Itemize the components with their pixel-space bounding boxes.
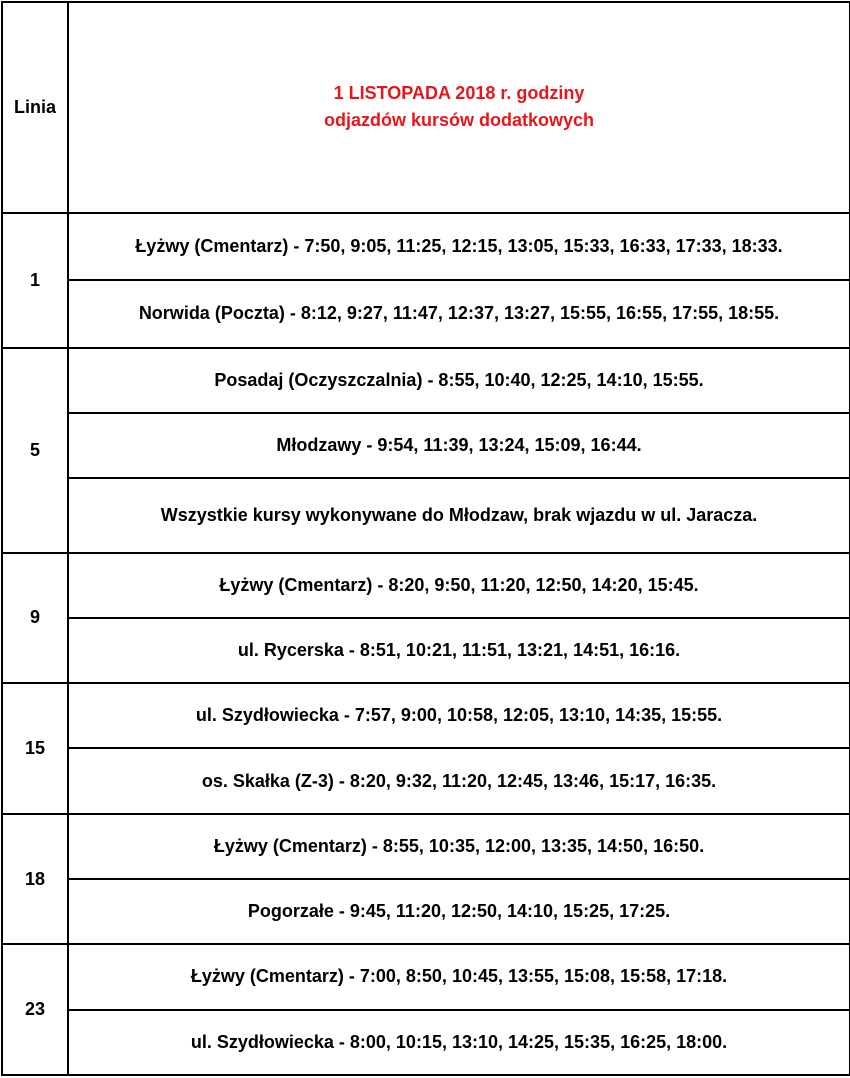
table-row bbox=[2, 879, 850, 944]
table-row bbox=[2, 944, 850, 1009]
departure-entry: Łyżwy (Cmentarz) - 8:55, 10:35, 12:00, 13:35, 14:50, 16:50. bbox=[68, 814, 850, 879]
table-row bbox=[2, 683, 850, 748]
line-number: 18 bbox=[2, 814, 68, 945]
departure-entry: Łyżwy (Cmentarz) - 8:20, 9:50, 11:20, 12:50, 14:20, 15:45. bbox=[68, 553, 850, 618]
schedule-title-line-1: 1 LISTOPADA 2018 r. godziny bbox=[333, 83, 585, 104]
line-number: 23 bbox=[2, 944, 68, 1075]
departure-entry: ul. Szydłowiecka - 8:00, 10:15, 13:10, 14:25, 15:35, 16:25, 18:00. bbox=[68, 1010, 850, 1075]
table-row bbox=[2, 553, 850, 618]
line-number: 9 bbox=[2, 553, 68, 684]
table-row bbox=[2, 348, 850, 413]
table-row bbox=[2, 413, 850, 478]
table-row bbox=[2, 814, 850, 879]
line-number: 5 bbox=[2, 348, 68, 553]
departure-entry: Łyżwy (Cmentarz) - 7:00, 8:50, 10:45, 13:55, 15:08, 15:58, 17:18. bbox=[68, 944, 850, 1009]
line-number: 1 bbox=[2, 213, 68, 348]
schedule-title bbox=[68, 2, 850, 213]
departure-schedule-table bbox=[1, 1, 850, 1076]
table-row bbox=[2, 1010, 850, 1075]
departure-entry: Norwida (Poczta) - 8:12, 9:27, 11:47, 12:37, 13:27, 15:55, 16:55, 17:55, 18:55. bbox=[68, 280, 850, 347]
table-row bbox=[2, 280, 850, 347]
departure-entry: ul. Szydłowiecka - 7:57, 9:00, 10:58, 12:05, 13:10, 14:35, 15:55. bbox=[68, 683, 850, 748]
departure-entry: Pogorzałe - 9:45, 11:20, 12:50, 14:10, 15:25, 17:25. bbox=[68, 879, 850, 944]
table-row bbox=[2, 618, 850, 683]
route-note: Wszystkie kursy wykonywane do Młodzaw, brak wjazdu w ul. Jaracza. bbox=[68, 478, 850, 552]
table-row bbox=[2, 213, 850, 280]
table-row bbox=[2, 748, 850, 813]
table-row bbox=[2, 478, 850, 552]
schedule-title-line-2: odjazdów kursów dodatkowych bbox=[323, 110, 595, 131]
header-row bbox=[2, 2, 850, 213]
line-number: 15 bbox=[2, 683, 68, 814]
departure-entry: os. Skałka (Z-3) - 8:20, 9:32, 11:20, 12:45, 13:46, 15:17, 16:35. bbox=[68, 748, 850, 813]
departure-entry: ul. Rycerska - 8:51, 10:21, 11:51, 13:21, 14:51, 16:16. bbox=[68, 618, 850, 683]
departure-entry: Młodzawy - 9:54, 11:39, 13:24, 15:09, 16:44. bbox=[68, 413, 850, 478]
departure-entry: Posadaj (Oczyszczalnia) - 8:55, 10:40, 12:25, 14:10, 15:55. bbox=[68, 348, 850, 413]
departure-entry: Łyżwy (Cmentarz) - 7:50, 9:05, 11:25, 12:15, 13:05, 15:33, 16:33, 17:33, 18:33. bbox=[68, 213, 850, 280]
line-column-header: Linia bbox=[2, 2, 68, 213]
